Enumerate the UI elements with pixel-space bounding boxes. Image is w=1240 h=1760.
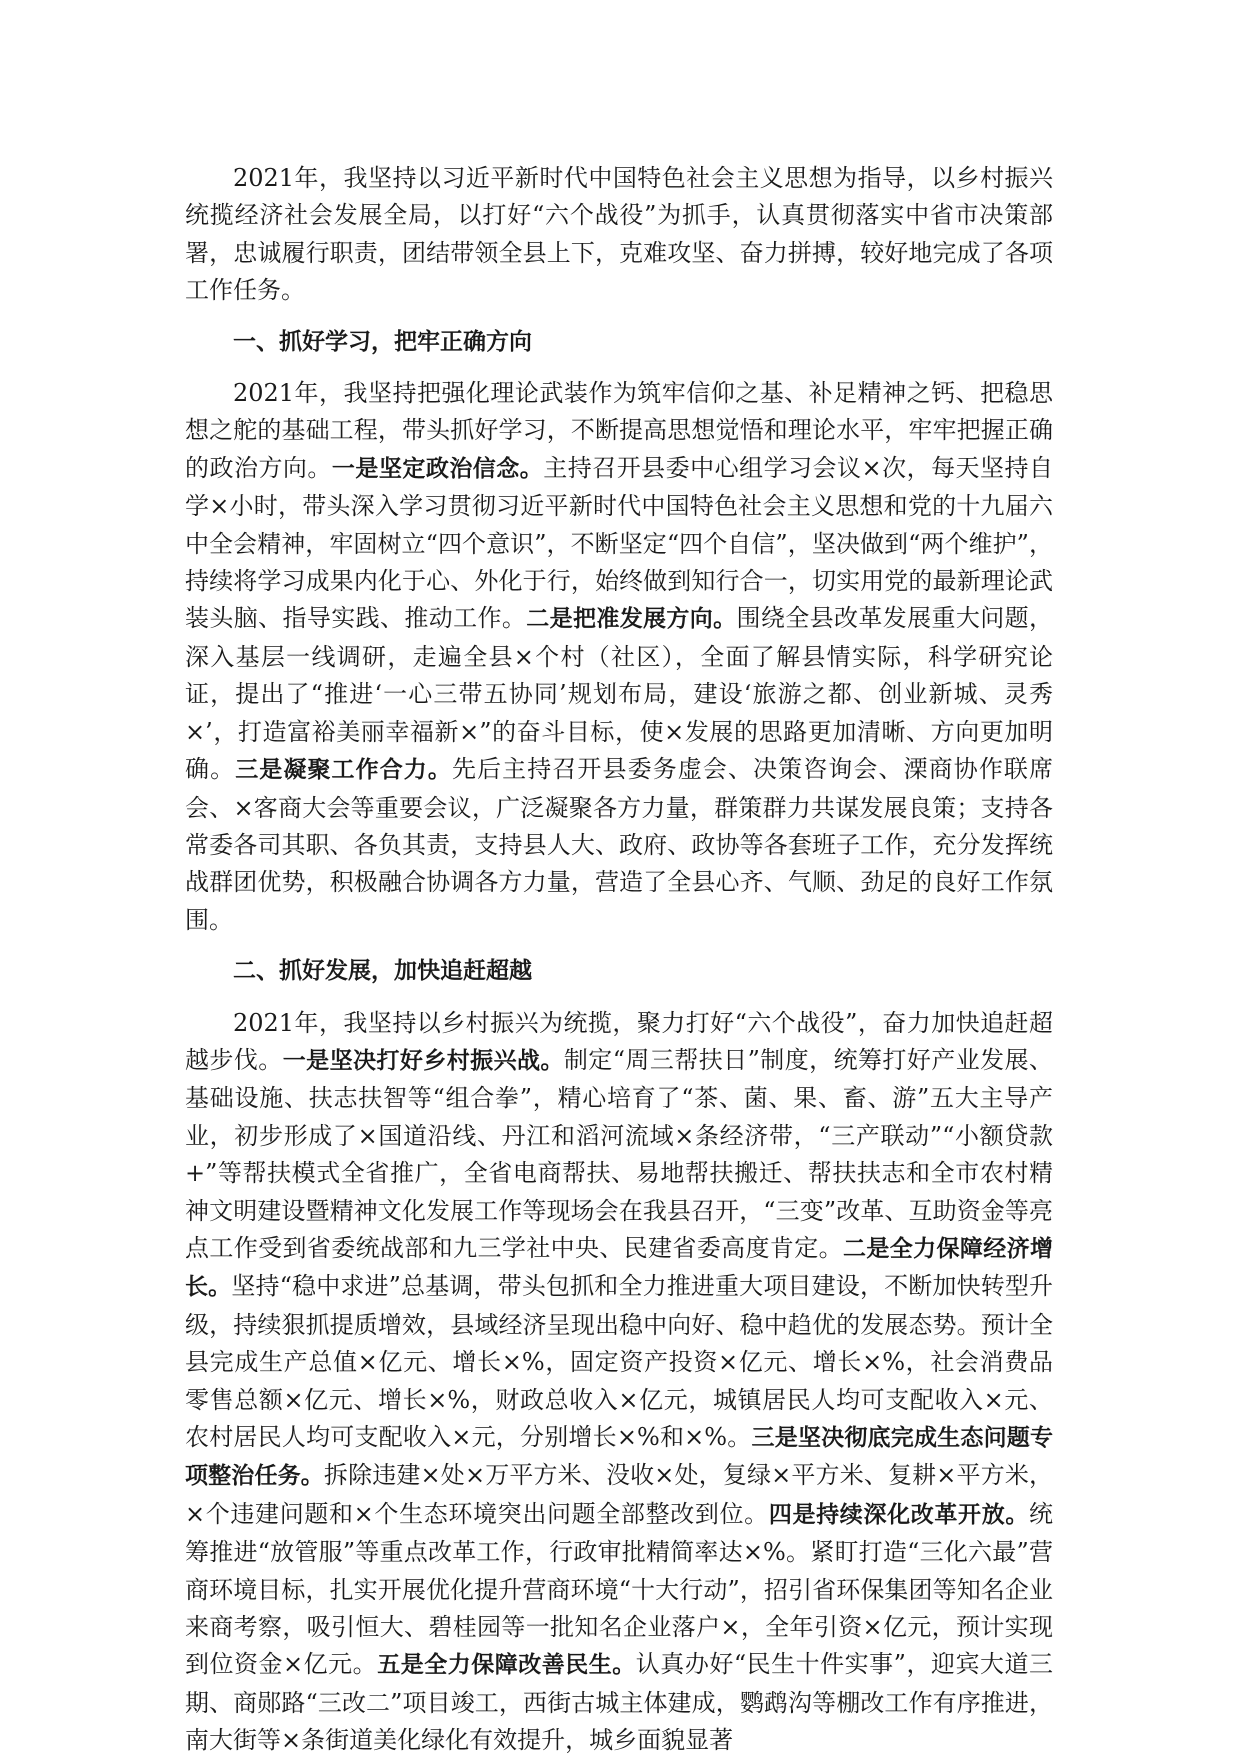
section-heading-1: 一、抓好学习，把牢正确方向 — [233, 328, 532, 355]
intro-paragraph: 2021年，我坚持以习近平新时代中国特色社会主义思想为指导，以乡村振兴统揽经济社会发展全局，以打好“六个战役”为抓手，认真贯彻落实中省市决策部署，忠诚履行职责，团结带领全县上下，克难攻坚、奋力拼搏，较好地完成了各项工作任务。 — [185, 164, 1053, 305]
section-1-point-2-title: 二是把准发展方向。 — [526, 606, 737, 633]
section-1-point-2-text: 围绕全县改革发展重大问题，深入基层一线调研，走遍全县×个村（社区），全面了解县情实际，科学研究论证，提出了“推进‘一心三带五协同’规划布局，建设‘旅游之都、创业新城、灵秀×’，打造富裕美丽幸福新×”的奋斗目标，使×发展的思路更加清晰、方向更加明确。 — [185, 604, 1054, 784]
section-2-paragraph — [185, 1005, 1053, 1760]
section-2-point-5-text: 认真办好“民生十件实事”，迎宾大道三期、商郧路“三改二”项目竣工，西街古城主体建成，鹦鹉沟等棚改工作有序推进，南大街等×条街道美化绿化有效提升，城乡面貌显著 — [185, 1650, 1053, 1755]
section-2-point-1-title: 一是坚决打好乡村振兴战。 — [282, 1047, 564, 1074]
section-1-lead: 2021年，我坚持把强化理论武装作为筑牢信仰之基、补足精神之钙、把稳思想之舵的基础工程，带头抓好学习，不断提高思想觉悟和理论水平，牢牢把握正确的政治方向。 — [185, 379, 1053, 482]
section-2-lead: 2021年，我坚持以乡村振兴为统揽，聚力打好“六个战役”，奋力加快追赶超越步伐。 — [185, 1008, 1053, 1074]
section-2-point-5-title: 五是全力保障改善民生。 — [377, 1652, 636, 1679]
section-1-point-3-title: 三是凝聚工作合力。 — [235, 757, 452, 784]
section-1-paragraph — [185, 375, 1053, 939]
section-2-point-3-text: 拆除违建×处×万平方米、没收×处，复绿×平方米、复耕×平方米，×个违建问题和×个生态环境突出问题全部整改到位。 — [185, 1461, 1054, 1528]
section-2-point-2-title: 二是全力保障经济增长。 — [185, 1235, 1054, 1301]
document-page — [185, 160, 1053, 1760]
section-2-point-1-text: 制定“周三帮扶日”制度，统筹打好产业发展、基础设施、扶志扶智等“组合拳”，精心培育了“茶、菌、果、畜、游”五大主导产业，初步形成了×国道沿线、丹江和滔河流域×条经济带，“三产联动”“小额贷款+”等帮扶模式全省推广，全省电商帮扶、易地帮扶搬迁、帮扶扶志和全市农村精神文明建设暨精神文化发展工作等现场会在我县召开，“三变”改革、互助资金等亮点工作受到省委统战部和九三学社中央、民建省委高度肯定。 — [185, 1045, 1053, 1262]
section-2-point-4-title: 四是持续深化改革开放。 — [768, 1501, 1030, 1528]
section-1-point-1-title: 一是坚定政治信念。 — [331, 455, 544, 482]
section-1-point-3-text: 先后主持召开县委务虚会、决策咨询会、溧商协作联席会、×客商大会等重要会议，广泛凝聚各方力量，群策群力共谋发展良策；支持各常委各司其职、各负其责，支持县人大、政府、政协等各套班子工作，充分发挥统战群团优势，积极融合协调各方力量，营造了全县心齐、气顺、劲足的良好工作氛围。 — [185, 755, 1054, 934]
section-heading-2: 二、抓好发展，加快追赶超越 — [233, 958, 532, 985]
section-2-point-3-title: 三是坚决彻底完成生态问题专项整治任务。 — [185, 1425, 1054, 1490]
section-1-point-1-text: 主持召开县委中心组学习会议×次，每天坚持自学×小时，带头深入学习贯彻习近平新时代中国特色社会主义思想和党的十九届六中全会精神，牢固树立“四个意识”，不断坚定“四个自信”，坚决做到“两个维护”，持续将学习成果内化于心、外化于行，始终做到知行合一，切实用党的最新理论武装头脑、指导实践、推动工作。 — [185, 453, 1054, 633]
section-2-point-4-text: 统筹推进“放管服”等重点改革工作，行政审批精简率达×%。紧盯打造“三化六最”营商环境目标，扎实开展优化提升营商环境“十大行动”，招引省环保集团等知名企业来商考察，吸引恒大、碧桂园等一批知名企业落户×，全年引资×亿元，预计实现到位资金×亿元。 — [185, 1499, 1054, 1679]
section-2-point-2-text: 坚持“稳中求进”总基调，带头包抓和全力推进重大项目建设，不断加快转型升级，持续狠抓提质增效，县域经济呈现出稳中向好、稳中趋优的发展态势。预计全县完成生产总值×亿元、增长×%，固定资产投资×亿元、增长×%，社会消费品零售总额×亿元、增长×%，财政总收入×亿元，城镇居民人均可支配收入×元、农村居民人均可支配收入×元，分别增长×%和×%。 — [185, 1272, 1053, 1451]
